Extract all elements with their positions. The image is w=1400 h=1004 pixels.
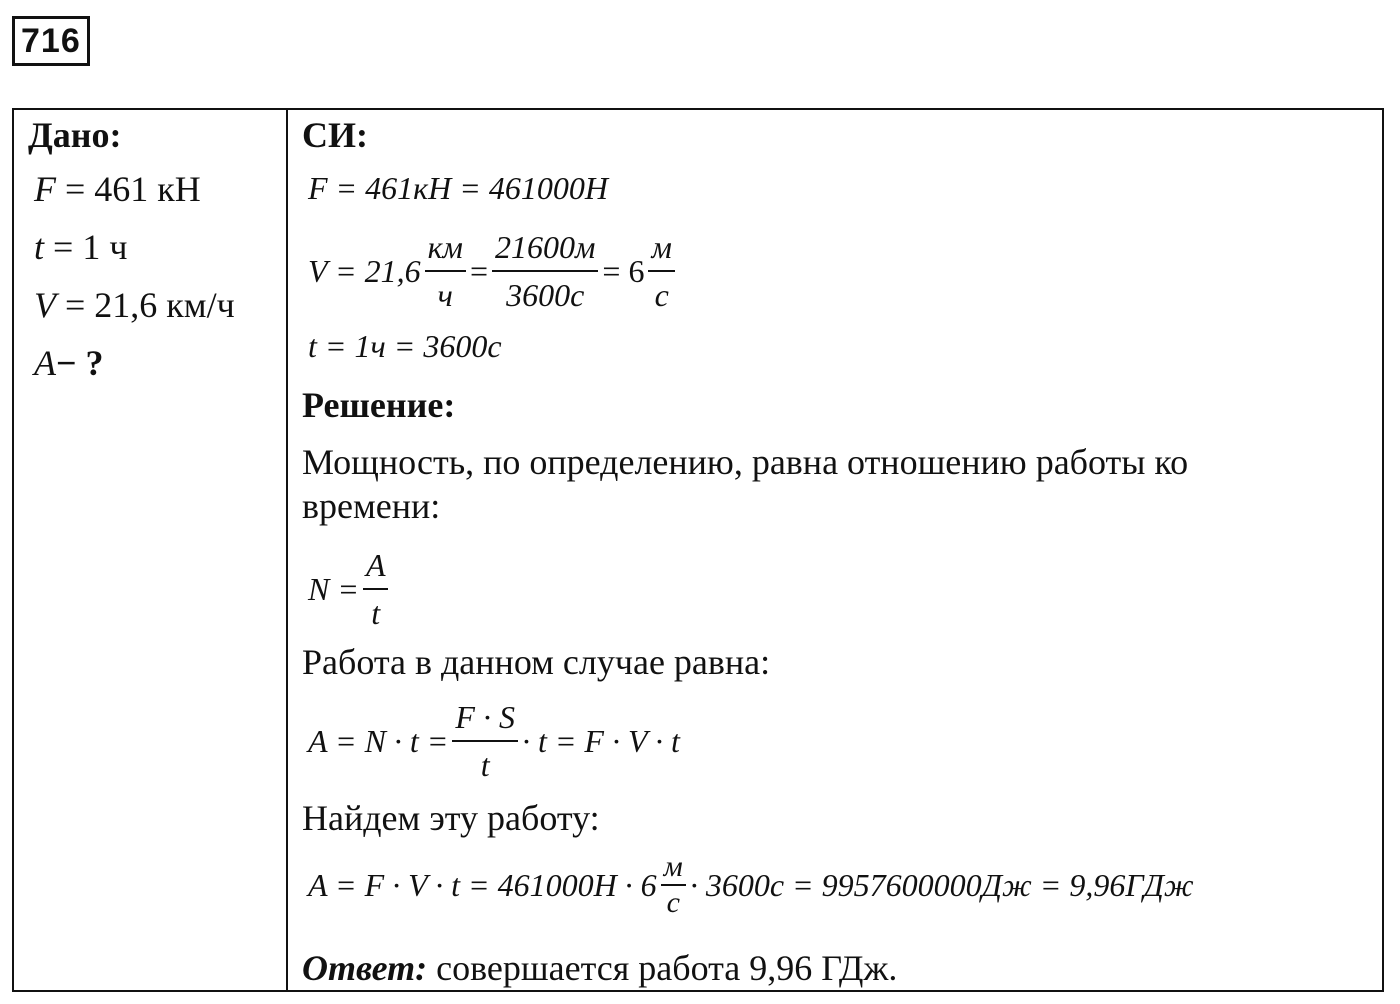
given-speed-var: V (34, 285, 56, 325)
solution-paragraph-1b: времени: (302, 486, 441, 526)
solution-table (12, 108, 1384, 992)
given-time-var: t (34, 227, 45, 267)
si-speed-prefix: V = 21,6 (308, 252, 421, 289)
work-formula-prefix: A = N · t = (308, 722, 449, 759)
given-time-value: = 1 ч (44, 227, 128, 267)
solution-paragraph-3: Найдем эту работу: (302, 798, 600, 838)
answer-line (302, 946, 897, 990)
power-formula-fraction (363, 542, 389, 636)
work-calculation-prefix: A = F · V · t = 461000Н · 6 (308, 866, 657, 903)
work-calculation-fraction (661, 850, 686, 920)
answer-label: Ответ: (302, 948, 428, 988)
si-speed-fraction-kmh-den: ч (437, 277, 453, 313)
si-force-text: F = 461кН = 461000Н (308, 170, 608, 206)
power-formula-num: A (363, 542, 389, 590)
given-force-value: = 461 кН (56, 169, 201, 209)
power-formula-den: t (371, 595, 381, 631)
work-formula-den: t (480, 747, 490, 783)
given-unknown-question: − ? (56, 343, 104, 383)
work-calculation-den: с (666, 886, 680, 919)
power-formula-prefix: N = (308, 570, 359, 607)
si-speed-fraction-kmh-num: км (425, 224, 466, 272)
si-speed-fraction-kmh (425, 224, 466, 318)
si-speed-fraction-ms-den: с (654, 277, 669, 313)
answer-text: совершается работа 9,96 ГДж. (427, 948, 898, 988)
si-speed-fraction-ms (648, 224, 674, 318)
power-formula (308, 542, 392, 636)
given-speed-value: = 21,6 км/ч (56, 285, 235, 325)
si-heading: СИ: (302, 115, 368, 155)
si-speed-eq2: = 6 (602, 252, 645, 289)
given-force-var: F (34, 169, 56, 209)
solution-paragraph-1: Мощность, по определению, равна отношению работы ко (302, 442, 1189, 482)
given-unknown (34, 342, 104, 384)
si-speed-formula (308, 224, 679, 318)
work-formula-fraction (452, 694, 518, 788)
work-calculation-suffix: · 3600с = 9957600000Дж = 9,96ГДж (689, 866, 1194, 903)
si-speed-fraction-values (492, 224, 598, 318)
work-calculation (308, 850, 1194, 920)
column-divider (286, 110, 288, 990)
si-force-formula (308, 170, 608, 207)
given-unknown-var: A (34, 343, 56, 383)
work-formula-num: F · S (452, 694, 518, 742)
given-heading: Дано: (28, 115, 122, 155)
si-time-formula (308, 328, 502, 365)
solution-heading: Решение: (302, 385, 456, 425)
given-force (34, 168, 201, 210)
si-speed-eq1: = (469, 252, 488, 289)
work-formula-suffix: · t = F · V · t (521, 722, 680, 759)
si-speed-fraction-values-num: 21600м (492, 224, 598, 272)
si-speed-fraction-ms-num: м (648, 224, 674, 272)
problem-number: 716 (12, 16, 90, 66)
si-speed-fraction-values-den: 3600с (506, 277, 585, 313)
si-time-text: t = 1ч = 3600с (308, 328, 502, 364)
given-speed (34, 284, 235, 326)
work-formula (308, 694, 680, 788)
given-time (34, 226, 127, 268)
solution-paragraph-2: Работа в данном случае равна: (302, 642, 771, 682)
work-calculation-num: м (661, 850, 686, 886)
